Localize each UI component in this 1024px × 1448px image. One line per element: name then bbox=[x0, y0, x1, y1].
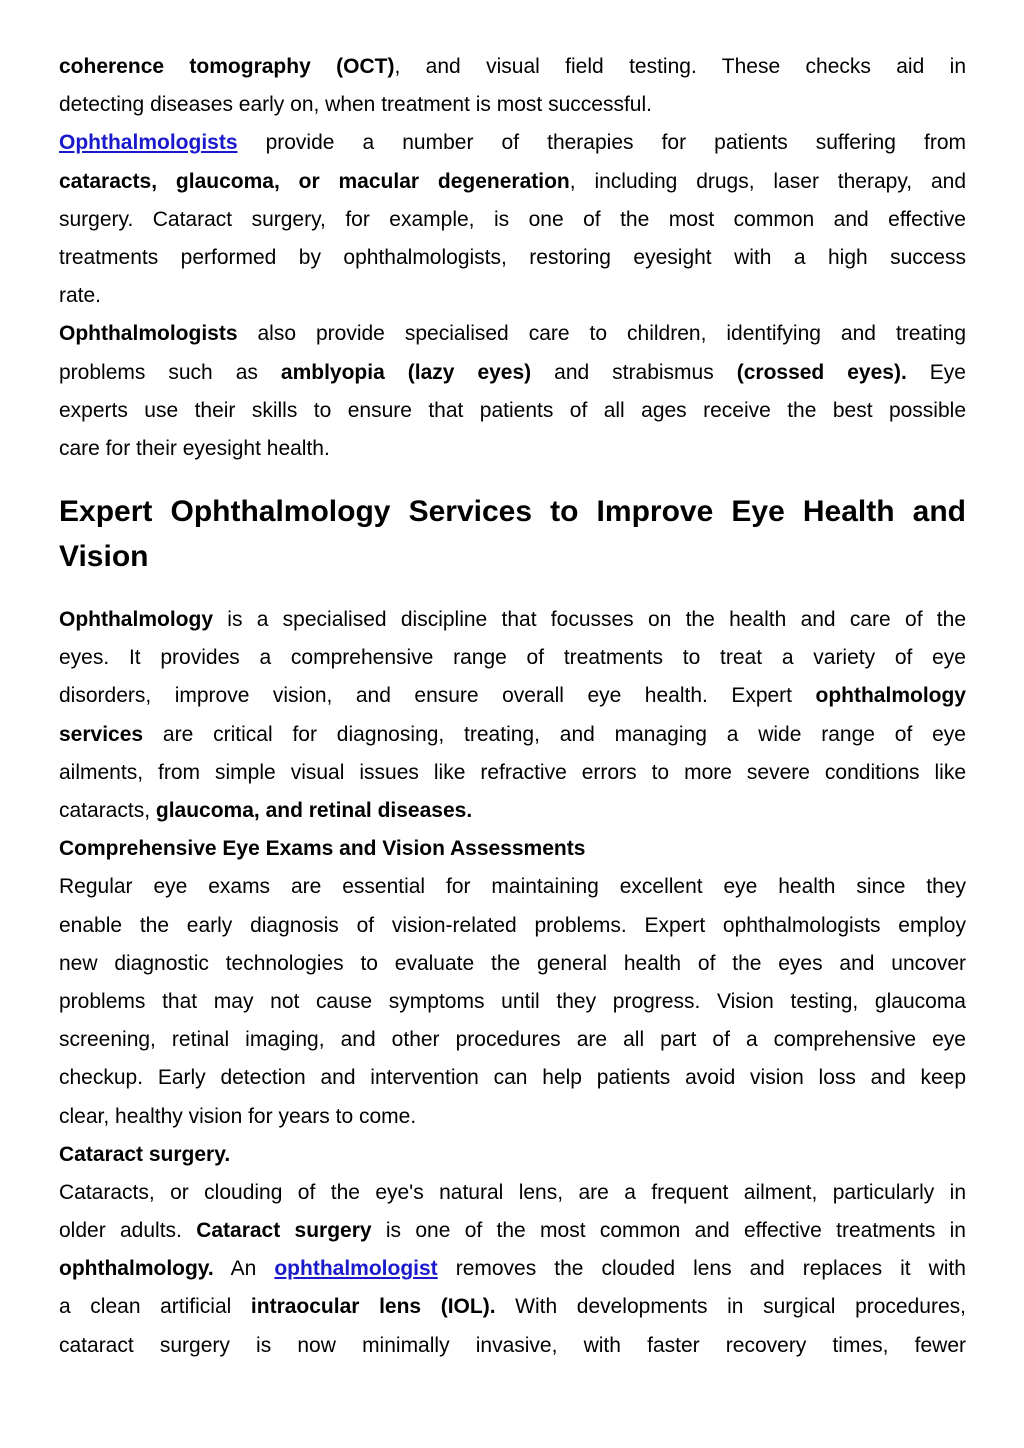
text-line: screening, retinal imaging, and other procedures are all part of a comprehensive eye bbox=[59, 1028, 966, 1052]
bold-term: Cataract surgery bbox=[196, 1219, 372, 1243]
bold-term: services bbox=[59, 722, 144, 746]
bold-term: glaucoma, and retinal diseases. bbox=[155, 799, 473, 822]
text-line: problems that may not cause symptoms until they progress. Vision testing, glaucoma bbox=[59, 989, 966, 1013]
text-line: disorders, improve vision, and ensure overall eye health. Expert ophthalmology bbox=[59, 684, 966, 708]
paragraph-eye-exams bbox=[59, 868, 966, 1135]
text-line: cataract surgery is now minimally invasive, with faster recovery times, fewer bbox=[59, 1333, 966, 1357]
paragraph-children-care bbox=[59, 315, 966, 468]
section-heading: Expert Ophthalmology Services to Improve Eye Health and Vision bbox=[59, 495, 966, 574]
text-line: a clean artificial intraocular lens (IOL). With developments in surgical procedures, bbox=[59, 1295, 966, 1319]
spacer bbox=[59, 579, 966, 601]
text-line: Ophthalmology is a specialised discipline that focusses on the health and care of the bbox=[59, 608, 966, 632]
bold-term: cataracts, glaucoma, or macular degeneration bbox=[59, 169, 570, 193]
bold-term: (crossed eyes). bbox=[736, 360, 907, 384]
ophthalmologist-link[interactable]: ophthalmologist bbox=[274, 1257, 438, 1281]
subheading-eye-exams: Comprehensive Eye Exams and Vision Assessments bbox=[59, 837, 586, 861]
text-line: problems such as amblyopia (lazy eyes) and strabismus (crossed eyes). Eye bbox=[59, 360, 966, 384]
subheading-cataract-surgery: Cataract surgery. bbox=[59, 1142, 231, 1166]
bold-term: ophthalmology bbox=[815, 684, 966, 708]
text-line: cataracts, glaucoma, and retinal diseases. bbox=[59, 799, 473, 822]
bold-term: coherence tomography (OCT) bbox=[59, 55, 395, 78]
text-line: detecting diseases early on, when treatment is most successful. bbox=[59, 93, 652, 117]
ophthalmologists-link[interactable]: Ophthalmologists bbox=[59, 131, 238, 155]
text-line: new diagnostic technologies to evaluate the general health of the eyes and uncover bbox=[59, 951, 966, 975]
text-line: Cataracts, or clouding of the eye's natural lens, are a frequent ailment, particularly in bbox=[59, 1180, 966, 1204]
bold-term: amblyopia (lazy eyes) bbox=[280, 360, 532, 384]
text-line: cataracts, glaucoma, or macular degeneration, including drugs, laser therapy, and bbox=[59, 169, 967, 193]
text-line: Ophthalmologists provide a number of therapies for patients suffering from bbox=[59, 131, 966, 155]
bold-term: Ophthalmologists bbox=[59, 322, 238, 346]
text-line: care for their eyesight health. bbox=[59, 436, 330, 460]
text-line: experts use their skills to ensure that patients of all ages receive the best possible bbox=[59, 398, 966, 422]
text-line: Ophthalmologists also provide specialised care to children, identifying and treating bbox=[59, 322, 966, 346]
document-page bbox=[59, 48, 966, 1365]
text-line: ailments, from simple visual issues like refractive errors to more severe conditions like bbox=[59, 760, 966, 784]
text-line: treatments performed by ophthalmologists, restoring eyesight with a high success bbox=[59, 245, 966, 269]
paragraph-oct bbox=[59, 48, 966, 124]
text-line: checkup. Early detection and intervention can help patients avoid vision loss and keep bbox=[59, 1066, 966, 1090]
bold-term: Ophthalmology bbox=[59, 608, 213, 632]
text-line: services are critical for diagnosing, treating, and managing a wide range of eye bbox=[59, 722, 966, 746]
text-line: eyes. It provides a comprehensive range of treatments to treat a variety of eye bbox=[59, 646, 966, 670]
spacer bbox=[59, 468, 966, 489]
text-line: Regular eye exams are essential for maintaining excellent eye health since they bbox=[59, 875, 966, 899]
text-line: rate. bbox=[59, 284, 102, 308]
paragraph-cataract bbox=[59, 1174, 966, 1365]
text-line: surgery. Cataract surgery, for example, is one of the most common and effective bbox=[59, 207, 966, 231]
text-line: ophthalmology. An ophthalmologist removes the clouded lens and replaces it with bbox=[59, 1257, 966, 1281]
text-line: enable the early diagnosis of vision-related problems. Expert ophthalmologists employ bbox=[59, 913, 966, 937]
paragraph-therapies bbox=[59, 124, 966, 315]
bold-term: ophthalmology. bbox=[59, 1257, 214, 1281]
text-line: clear, healthy vision for years to come. bbox=[59, 1104, 417, 1128]
text-line: older adults. Cataract surgery is one of the most common and effective treatments in bbox=[59, 1219, 966, 1243]
text-line: coherence tomography (OCT), and visual field testing. These checks aid in bbox=[59, 55, 966, 78]
paragraph-ophthalmology-overview bbox=[59, 601, 966, 830]
bold-term: intraocular lens (IOL). bbox=[250, 1295, 496, 1319]
